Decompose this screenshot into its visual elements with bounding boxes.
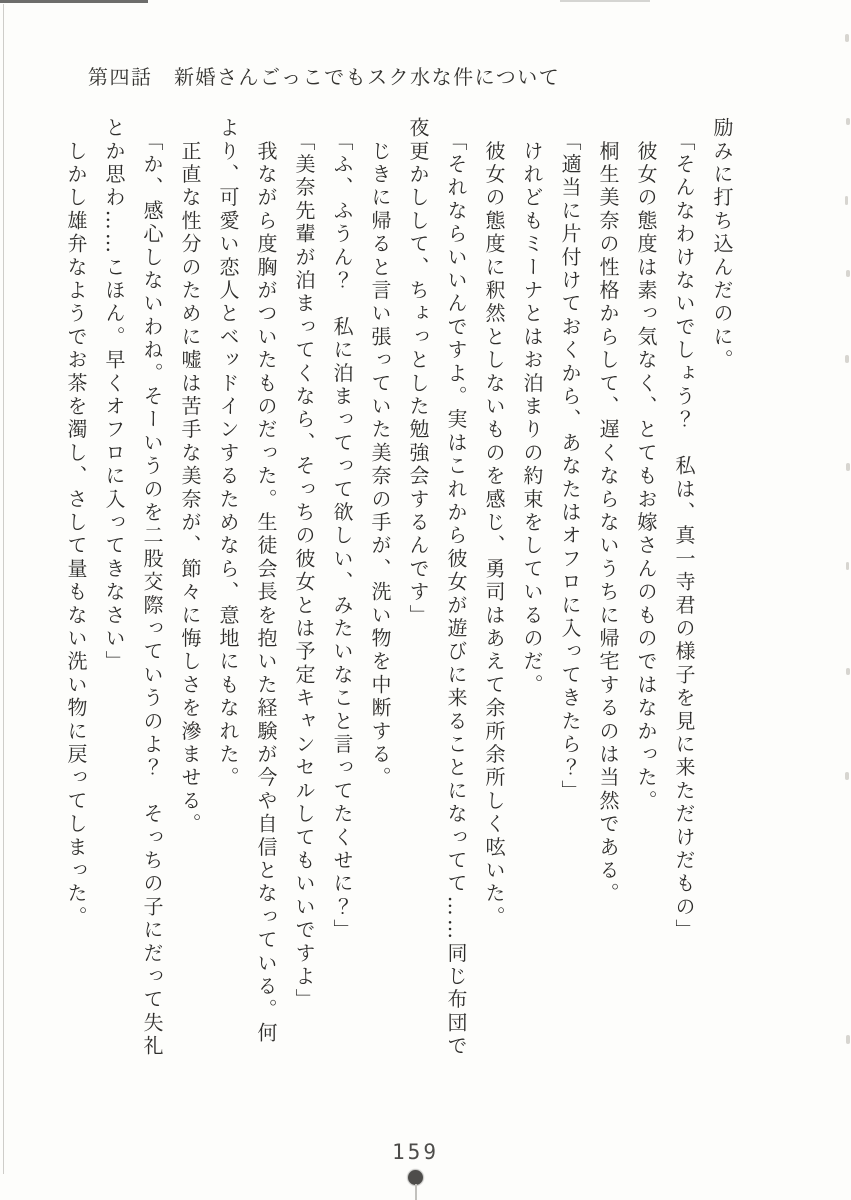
text-column: 「そんなわけないでしょう？ 私は、真一寺君の様子を見に来ただけだもの」 [672,117,696,943]
scan-artifact-right-smudge [846,270,850,277]
text-column: 励みに打ち込んだのに。 [710,117,734,373]
text-column: とか思わ……こほん。早くオフロに入ってきなさい」 [102,117,126,674]
text-column: 「美奈先輩が泊まってくなら、そっちの彼女とは予定キャンセルしてもいいですよ」 [292,117,316,1012]
scan-artifact-left-line [3,4,4,1174]
text-column: じきに帰ると言い張っていた美奈の手が、洗い物を中断する。 [368,117,392,790]
text-column: 「か、感心しないわね。そーいうのを二股交際っていうのよ？ そっちの子にだって失礼 [140,117,164,1059]
text-column: 彼女の態度に釈然としないものを感じ、勇司はあえて余所余所しく呟いた。 [482,117,506,929]
page-number: 159 [392,1140,439,1164]
text-column: 彼女の態度は素っ気なく、とてもお嫁さんのものではなかった。 [634,117,658,813]
binding-dot-ornament [408,1170,423,1185]
scan-artifact-right-smudge [846,1035,850,1044]
scan-artifact-top-edge [0,0,148,3]
scan-artifact-top-smudge [560,0,650,2]
text-column: 「ふ、ふうん？ 私に泊まってって欲しい、みたいなこと言ってたくせに？」 [330,117,354,943]
scan-artifact-right-smudge [845,196,848,205]
body-text [57,117,741,1097]
scan-artifact-right-smudge [846,463,850,471]
text-column: けれどもミーナとはお泊まりの約束をしているのだ。 [520,117,544,697]
text-column: しかし雄弁なようでお茶を濁し、さして量もない洗い物に戻ってしまった。 [64,117,88,929]
scan-artifact-right-smudge [845,34,849,42]
scan-artifact-right-smudge [845,772,849,780]
text-column: 夜更かしして、ちょっとした勉強会するんです」 [406,117,430,628]
scan-artifact-right-smudge [846,562,849,570]
text-column: 「適当に片付けておくから、あなたはオフロに入ってきたら？」 [558,117,582,803]
scan-artifact-right-smudge [846,118,850,125]
binding-line-ornament [415,1184,417,1200]
text-column: 我ながら度胸がついたものだった。生徒会長を抱いた経験が今や自信となっている。何 [254,117,278,1045]
text-column: 「それならいいんですよ。実はこれから彼女が遊びに来ることになってて……同じ布団で [444,117,468,1059]
scan-artifact-right-smudge [846,668,850,675]
text-column: 正直な性分のために嘘は苦手な美奈が、節々に悔しさを滲ませる。 [178,117,202,837]
text-column: より、可愛い恋人とベッドインするためなら、意地にもなれた。 [216,117,240,790]
chapter-title: 第四話 新婚さんごっこでもスク水な件について [88,65,561,89]
scan-artifact-right-smudge [845,355,849,363]
text-column: 桐生美奈の性格からして、遅くならないうちに帰宅するのは当然である。 [596,117,620,906]
